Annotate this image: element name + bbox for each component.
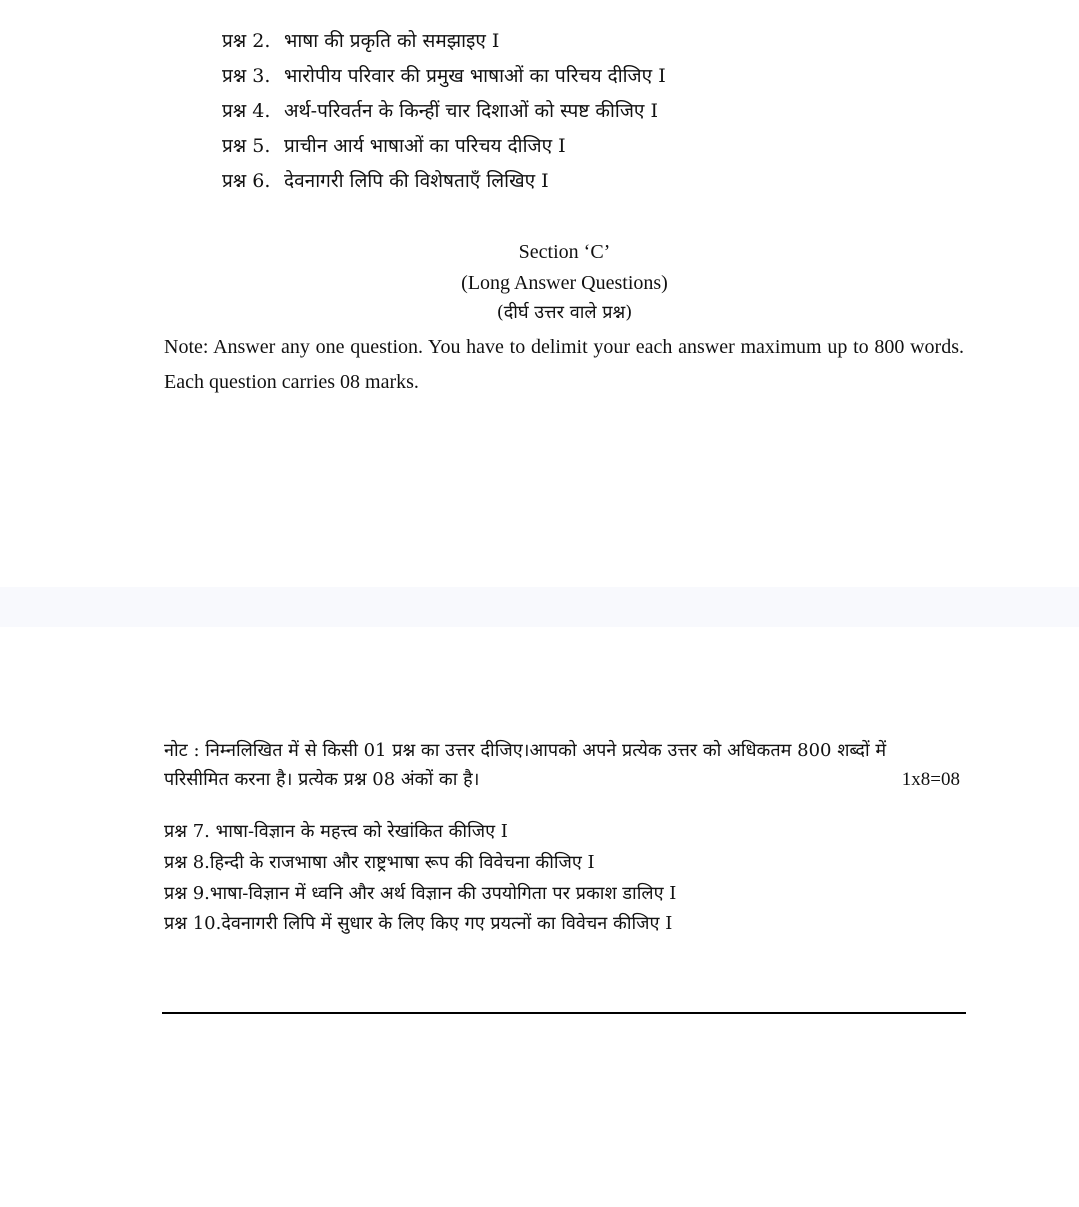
section-subtitle-hi: (दीर्घ उत्तर वाले प्रश्न) — [496, 302, 633, 323]
note-hindi-line-2 — [164, 768, 964, 792]
note-english: Note: Answer any one question. You have to delimit your each answer maximum up to 800 words. Each question carries 08 marks. — [164, 336, 964, 393]
question-text: देवनागरी लिपि की विशेषताएँ लिखिए I — [284, 170, 549, 192]
note-hindi-line-1: नोट : निम्नलिखित में से किसी 01 प्रश्न का उत्तर दीजिए।आपको अपने प्रत्येक उत्तर को अधिकतम 800 शब्दों में — [164, 740, 887, 761]
question-number: प्रश्न 6. — [222, 170, 271, 192]
question-5 — [222, 134, 566, 158]
question-text: प्राचीन आर्य भाषाओं का परिचय दीजिए I — [284, 135, 566, 157]
question-number: प्रश्न 2. — [222, 30, 271, 52]
note-hindi-text: परिसीमित करना है। प्रत्येक प्रश्न 08 अंकों का है। — [164, 769, 480, 790]
question-4 — [222, 99, 658, 123]
question-text: भाषा की प्रकृति को समझाइए I — [284, 30, 500, 52]
page-separator — [0, 587, 1079, 627]
end-divider — [162, 1012, 966, 1014]
question-number: प्रश्न 3. — [222, 65, 271, 87]
question-10: प्रश्न 10.देवनागरी लिपि में सुधार के लिए किए गए प्रयत्नों का विवेचन कीजिए I — [164, 913, 673, 934]
page-top — [0, 0, 1079, 587]
question-2 — [222, 29, 499, 53]
marks-label: 1x8=08 — [901, 769, 960, 790]
question-number: प्रश्न 5. — [222, 135, 271, 157]
section-subtitle-en: (Long Answer Questions) — [461, 272, 668, 294]
question-text: भारोपीय परिवार की प्रमुख भाषाओं का परिचय दीजिए I — [284, 65, 666, 87]
question-9: प्रश्न 9.भाषा-विज्ञान में ध्वनि और अर्थ विज्ञान की उपयोगिता पर प्रकाश डालिए I — [164, 883, 677, 904]
question-3 — [222, 64, 666, 88]
question-number: प्रश्न 4. — [222, 100, 271, 122]
question-8: प्रश्न 8.हिन्दी के राजभाषा और राष्ट्रभाषा रूप की विवेचना कीजिए I — [164, 852, 595, 873]
section-title: Section ‘C’ — [518, 241, 611, 263]
question-text: अर्थ-परिवर्तन के किन्हीं चार दिशाओं को स्पष्ट कीजिए I — [284, 100, 658, 122]
question-7: प्रश्न 7. भाषा-विज्ञान के महत्त्व को रेखांकित कीजिए I — [164, 821, 508, 842]
question-6 — [222, 169, 549, 193]
